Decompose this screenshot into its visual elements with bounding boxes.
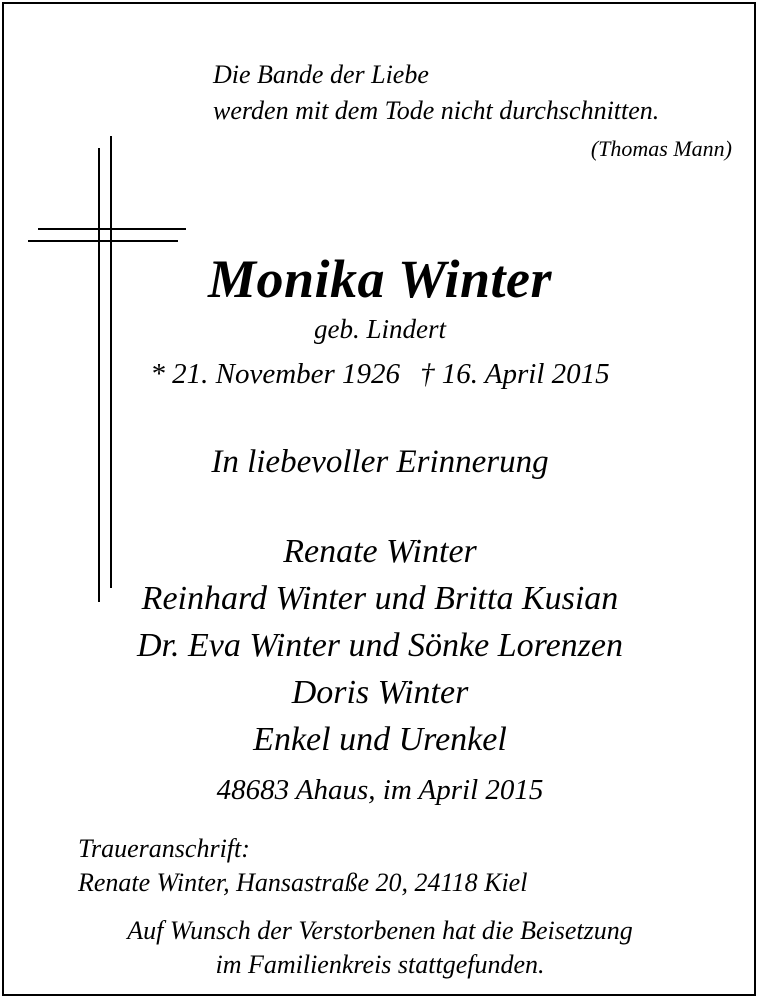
memory-line: In liebevoller Erinnerung xyxy=(211,444,549,480)
mourner-name: Dr. Eva Winter und Sönke Lorenzen xyxy=(136,627,623,664)
place-date: 48683 Ahaus, im April 2015 xyxy=(216,774,544,806)
mourners-list xyxy=(0,528,760,763)
quote-author: (Thomas Mann) xyxy=(590,136,732,161)
life-dates xyxy=(0,358,760,391)
death-date: † 16. April 2015 xyxy=(420,358,610,390)
mourner-name: Enkel und Urenkel xyxy=(253,721,507,758)
quote-line-1: Die Bande der Liebe xyxy=(213,60,429,89)
mourner-name: Reinhard Winter und Britta Kusian xyxy=(141,580,619,617)
quote-line-2: werden mit dem Tode nicht durchschnitten. xyxy=(213,96,660,125)
maiden-name: geb. Lindert xyxy=(314,314,446,344)
mourner-name: Doris Winter xyxy=(291,674,469,711)
burial-note xyxy=(0,914,760,982)
mourner-name: Renate Winter xyxy=(283,533,477,570)
birth-date: * 21. November 1926 xyxy=(150,358,401,390)
burial-note-line-1: Auf Wunsch der Verstorbenen hat die Beisetzung xyxy=(127,916,633,945)
deceased-name: Monika Winter xyxy=(207,249,553,309)
burial-note-line-2: im Familienkreis stattgefunden. xyxy=(215,950,545,979)
address-label: Traueranschrift: xyxy=(78,834,250,863)
address-value: Renate Winter, Hansastraße 20, 24118 Kiel xyxy=(78,868,528,897)
